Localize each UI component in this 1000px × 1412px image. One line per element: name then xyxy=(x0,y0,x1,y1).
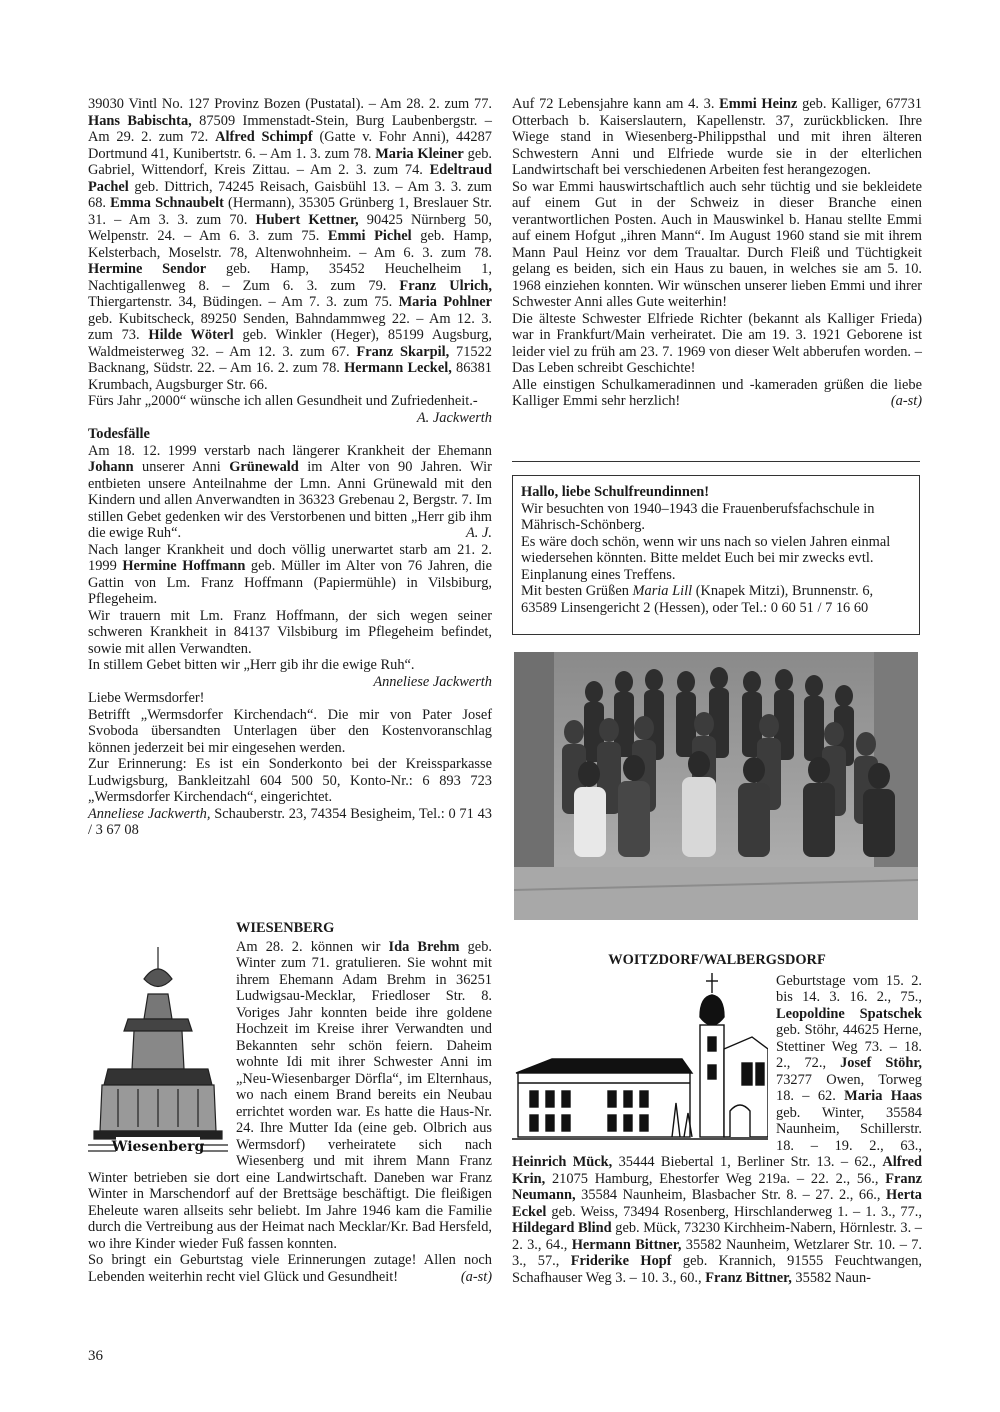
section-heading-woitzdorf: WOITZDORF/WALBERGSDORF xyxy=(608,952,826,968)
notice-line: Wir besuchten von 1940–1943 die Frauenberufsfachschule in Mährisch-Schönberg. xyxy=(521,500,875,533)
obituary-text: Wir trauern mit Lm. Franz Hoffmann, der sich wegen seiner schweren Krankheit in 84137 Vilsbiburg im Pflegeheim befindet, sowie mit allen Verwandten. xyxy=(88,607,492,657)
wiesenberg-section xyxy=(88,920,492,1285)
section-heading-todesfaelle: Todesfälle xyxy=(88,426,150,442)
notice-contact: Mit besten Grüßen Maria Lill (Knapek Mitzi), Brunnenstr. 6, 63589 Linsengericht 2 (Hessen), oder Tel.: 0 60 51 / 7 16 60 xyxy=(521,583,874,616)
woitzdorf-birthday-list: Geburtstage vom 15. 2. bis 14. 3. 16. 2., 75., Leopoldine Spatschek geb. Stöhr, 44625 Herne, Stettiner Weg 73. – 18. 2., 72., Josef Stöhr, 73277 Owen, Torweg 18. – 62. Maria Haas geb. Winter, 35584 Naunheim, Schillerstr. 18. – 19. 2., 63., Heinrich Mück, 35444 Biebertal 1, Berliner Str. 13. – 62., Alfred Krin, 21075 Hamburg, Ehestorfer Weg 219a. – 22. 2., 56., Franz Neumann, 35584 Naunheim, Blasbacher Str. 8. – 27. 2., 66., Herta Eckel geb. Weiss, 73494 Rosenberg, Hirschlanderweg 1. – 1. 3., 77., Hildegard Blind geb. Mück, 73230 Kirchheim-Nabern, Hörnlestr. 3. – 2. 3., 64., Hermann Bittner, 35582 Naunheim, Wetzlarer Str. 10. – 7. 3., 57., Friderike Hopf geb. Krannich, 91555 Feuchtwangen, Schafhauser Weg 3. – 10. 3., 60., Franz Bittner, 35582 Naun- xyxy=(512,972,923,1286)
page-number: 36 xyxy=(88,1348,103,1364)
right-column-top xyxy=(512,96,922,410)
signature: A. Jackwerth xyxy=(416,409,492,426)
signature: (a-st) xyxy=(890,393,922,409)
contact-address: Anneliese Jackwerth, Schauberstr. 23, 74354 Besigheim, Tel.: 0 71 43 / 3 67 08 xyxy=(88,805,492,838)
notice-box xyxy=(512,475,920,635)
church-roof-text: Betrifft „Wermsdorfer Kirchendach“. Die mir von Pater Josef Svoboda übersandten Unterlagen über den Kostenvoranschlag können jederzeit bei mir eingesehen werden. xyxy=(88,706,492,756)
notice-line: Es wäre doch schön, wenn wir uns nach so vielen Jahren einmal wiedersehen könnten. Bitte meldet Euch bei mir zwecks evtl. Einplanung eines Treffens. xyxy=(521,533,891,583)
church-village-icon xyxy=(512,973,768,1143)
fountain-emblem-icon xyxy=(88,939,228,1159)
biography-text: So war Emmi hauswirtschaftlich auch sehr tüchtig und sie bekleidete auf einem Gut in der Schweiz in dieser Branche einen verantwortlichen Posten. Auch in Mauswinkel b. Hanau stellte Emmi auf einem Hofgut „ihren Mann“. Im August 1960 stand sie mit ihrem Mann Paul Heinz vor dem Traualtar. Durch Fleiß und Tüchtigkeit gelang es beiden, sich ein Haus zu bauen, in welches sie am 5. 10. 1968 einziehen konnten. Wir wünschen unserer lieben Emmi und ihrer Schwester Anni alles Gute weiterhin! xyxy=(512,178,922,310)
woitzdorf-section xyxy=(512,952,922,1286)
wiesenberg-emblem xyxy=(88,939,228,1159)
group-photo-image xyxy=(514,652,918,920)
birthday-ida-brehm: Am 28. 2. können wir Ida Brehm geb. Winter zum 71. gratulieren. Sie wohnt mit ihrem Ehemann Adam Brehm in 36251 Ludwigsau-Mecklar, Friedloser Str. 8. Voriges Jahr konnten beide ihre goldene Hochzeit im Kreise ihrer Verwandten und Bekannten sehr schön feiern. Daheim wohnte Idi mit ihrer Schwester Anni im „Neu-Wiesenbarger Dörfla“, im Elternhaus, wo nach einem Brand bereits ein Neubau errichtet worden war. Es hatte die Haus-Nr. 24. Ihre Mutter Ida (eine geb. Olbrich aus Wermsdorf) verheiratete sich nach Wiesenberg und mit ihrem Mann Franz Winter betrieben sie dort eine Landwirtschaft. Daneben war Franz Winter in Marschendorf auf der Brettsäge beschäftigt. Die fleißigen Eheleute waren allseits sehr beliebt. Im Jahre 1946 kam die Familie durch die Vertreibung aus der Heimat nach Mecklar/Kr. Bad Hersfeld, wo ihre Kinder wieder Fuß fassen konnten. xyxy=(88,938,492,1252)
greeting: Liebe Wermsdorfer! xyxy=(88,690,205,706)
obituary-prayer: In stillem Gebet bitten wir „Herr gib ihr die ewige Ruh“. xyxy=(88,657,415,673)
greeting-text: Alle einstigen Schulkameradinnen und -kameraden grüßen die liebe Kalliger Emmi sehr herzlich! (a-st) xyxy=(512,376,922,409)
account-reminder: Zur Erinnerung: Es ist ein Sonderkonto bei der Kreissparkasse Ludwigsburg, Bankleitzahl 604 500 50, Konto-Nr.: 6 893 723 „Wermsdorfer Kirchendach“, eingerichtet. xyxy=(88,756,492,805)
birthday-emmi-heinz: Auf 72 Lebensjahre kann am 4. 3. Emmi Heinz geb. Kalliger, 67731 Otterbach b. Kaiserslautern, Kapellenstr. 37, zurückblicken. Ihre Wiege stand in Wiesenberg-Philippsthal und mit ihren älteren Schwestern Anni und Elfriede wurde sie in der elterlichen Landwirtschaft bei verschiedenen Arbeiten fest herangezogen. xyxy=(512,96,922,178)
signature: (a-st) xyxy=(460,1268,492,1285)
divider xyxy=(512,461,920,462)
new-year-wish: Fürs Jahr „2000“ wünsche ich allen Gesundheit und Zufriedenheit.- xyxy=(88,393,478,409)
section-heading-wiesenberg: WIESENBERG xyxy=(236,920,335,936)
sister-text: Die älteste Schwester Elfriede Richter (bekannt als Kalliger Frieda) war in Frankfurt/Main verheiratet. Die am 19. 3. 1921 Geborene ist leider viel zu früh am 23. 7. 1969 von dieser Welt abberufen worden. – Das Leben schreibt Geschichte! xyxy=(512,310,922,376)
church-illustration xyxy=(512,973,768,1153)
closing-text: So bringt ein Geburtstag viele Erinnerungen zutage! Allen noch Lebenden weiterhin recht viel Glück und Gesundheit! (a-st) xyxy=(88,1252,492,1285)
emblem-label: Wiesenberg xyxy=(111,1138,205,1155)
birthday-list: 39030 Vintl No. 127 Provinz Bozen (Pustatal). – Am 28. 2. zum 77. Hans Babischta, 87509 Immenstadt-Stein, Burg Laubenbergstr. – Am 29. 2. zum 72. Alfred Schimpf (Gatte v. Fohr Anni), 44287 Dortmund 41, Kunibertstr. 6. – Am 1. 3. zum 78. Maria Kleiner geb. Gabriel, Wittendorf, Kreis Zittau. – Am 2. 3. zum 74. Edeltraud Pachel geb. Dittrich, 74245 Reisach, Gaisbühl 13. – Am 3. 3. zum 68. Emma Schnaubelt (Hermann), 35305 Grünberg 1, Breslauer Str. 31. – Am 3. 3. zum 70. Hubert Kettner, 90425 Nürnberg 50, Welpenstr. 24. – Am 6. 3. zum 75. Emmi Pichel geb. Hamp, Kelsterbach, Moselstr. 78, Altenwohnheim. – Am 6. 3. zum 78. Hermine Sendor geb. Hamp, 35452 Heuchelheim 1, Nachtigallenweg 8. – Zum 6. 3. zum 79. Franz Ulrich, Thiergartenstr. 34, Büdingen. – Am 7. 3. zum 75. Maria Pohlner geb. Kubitscheck, 89250 Senden, Bahndammweg 22. – Am 12. 3. zum 73. Hilde Wöterl geb. Winkler (Heger), 85199 Augsburg, Waldmeisterweg 32. – Am 12. 3. zum 67. Franz Skarpil, 71522 Backnang, Südstr. 22. – Am 16. 2. zum 78. Hermann Leckel, 86381 Krumbach, Augsburger Str. 66. xyxy=(88,96,493,393)
signature: A. J. xyxy=(466,525,492,541)
notice-title: Hallo, liebe Schulfreundinnen! xyxy=(521,484,710,500)
signature: Anneliese Jackwerth xyxy=(373,673,492,690)
left-column xyxy=(88,96,492,839)
obituary-hoffmann: Nach langer Krankheit und doch völlig unerwartet starb am 21. 2. 1999 Hermine Hoffmann geb. Müller im Alter von 76 Jahren, die Gattin von Lm. Franz Hoffmann (Papiermühle) in Vilsbiburg, Pflegeheim. xyxy=(88,541,492,607)
group-photo xyxy=(514,652,918,920)
obituary-grunewald: Am 18. 12. 1999 verstarb nach längerer Krankheit der Ehemann Johann unserer Anni Grünewald im Alter von 90 Jahren. Wir entbieten unsere Anteilnahme der Lmn. Anni Grünewald mit den Kindern und allen Anverwandten in 36323 Grebenau 2, Bergstr. 7. Im stillen Gebet gedenken wir des Verstorbenen und bitten „Herr gib ihm die ewige Ruh“. A. J. xyxy=(88,442,492,541)
